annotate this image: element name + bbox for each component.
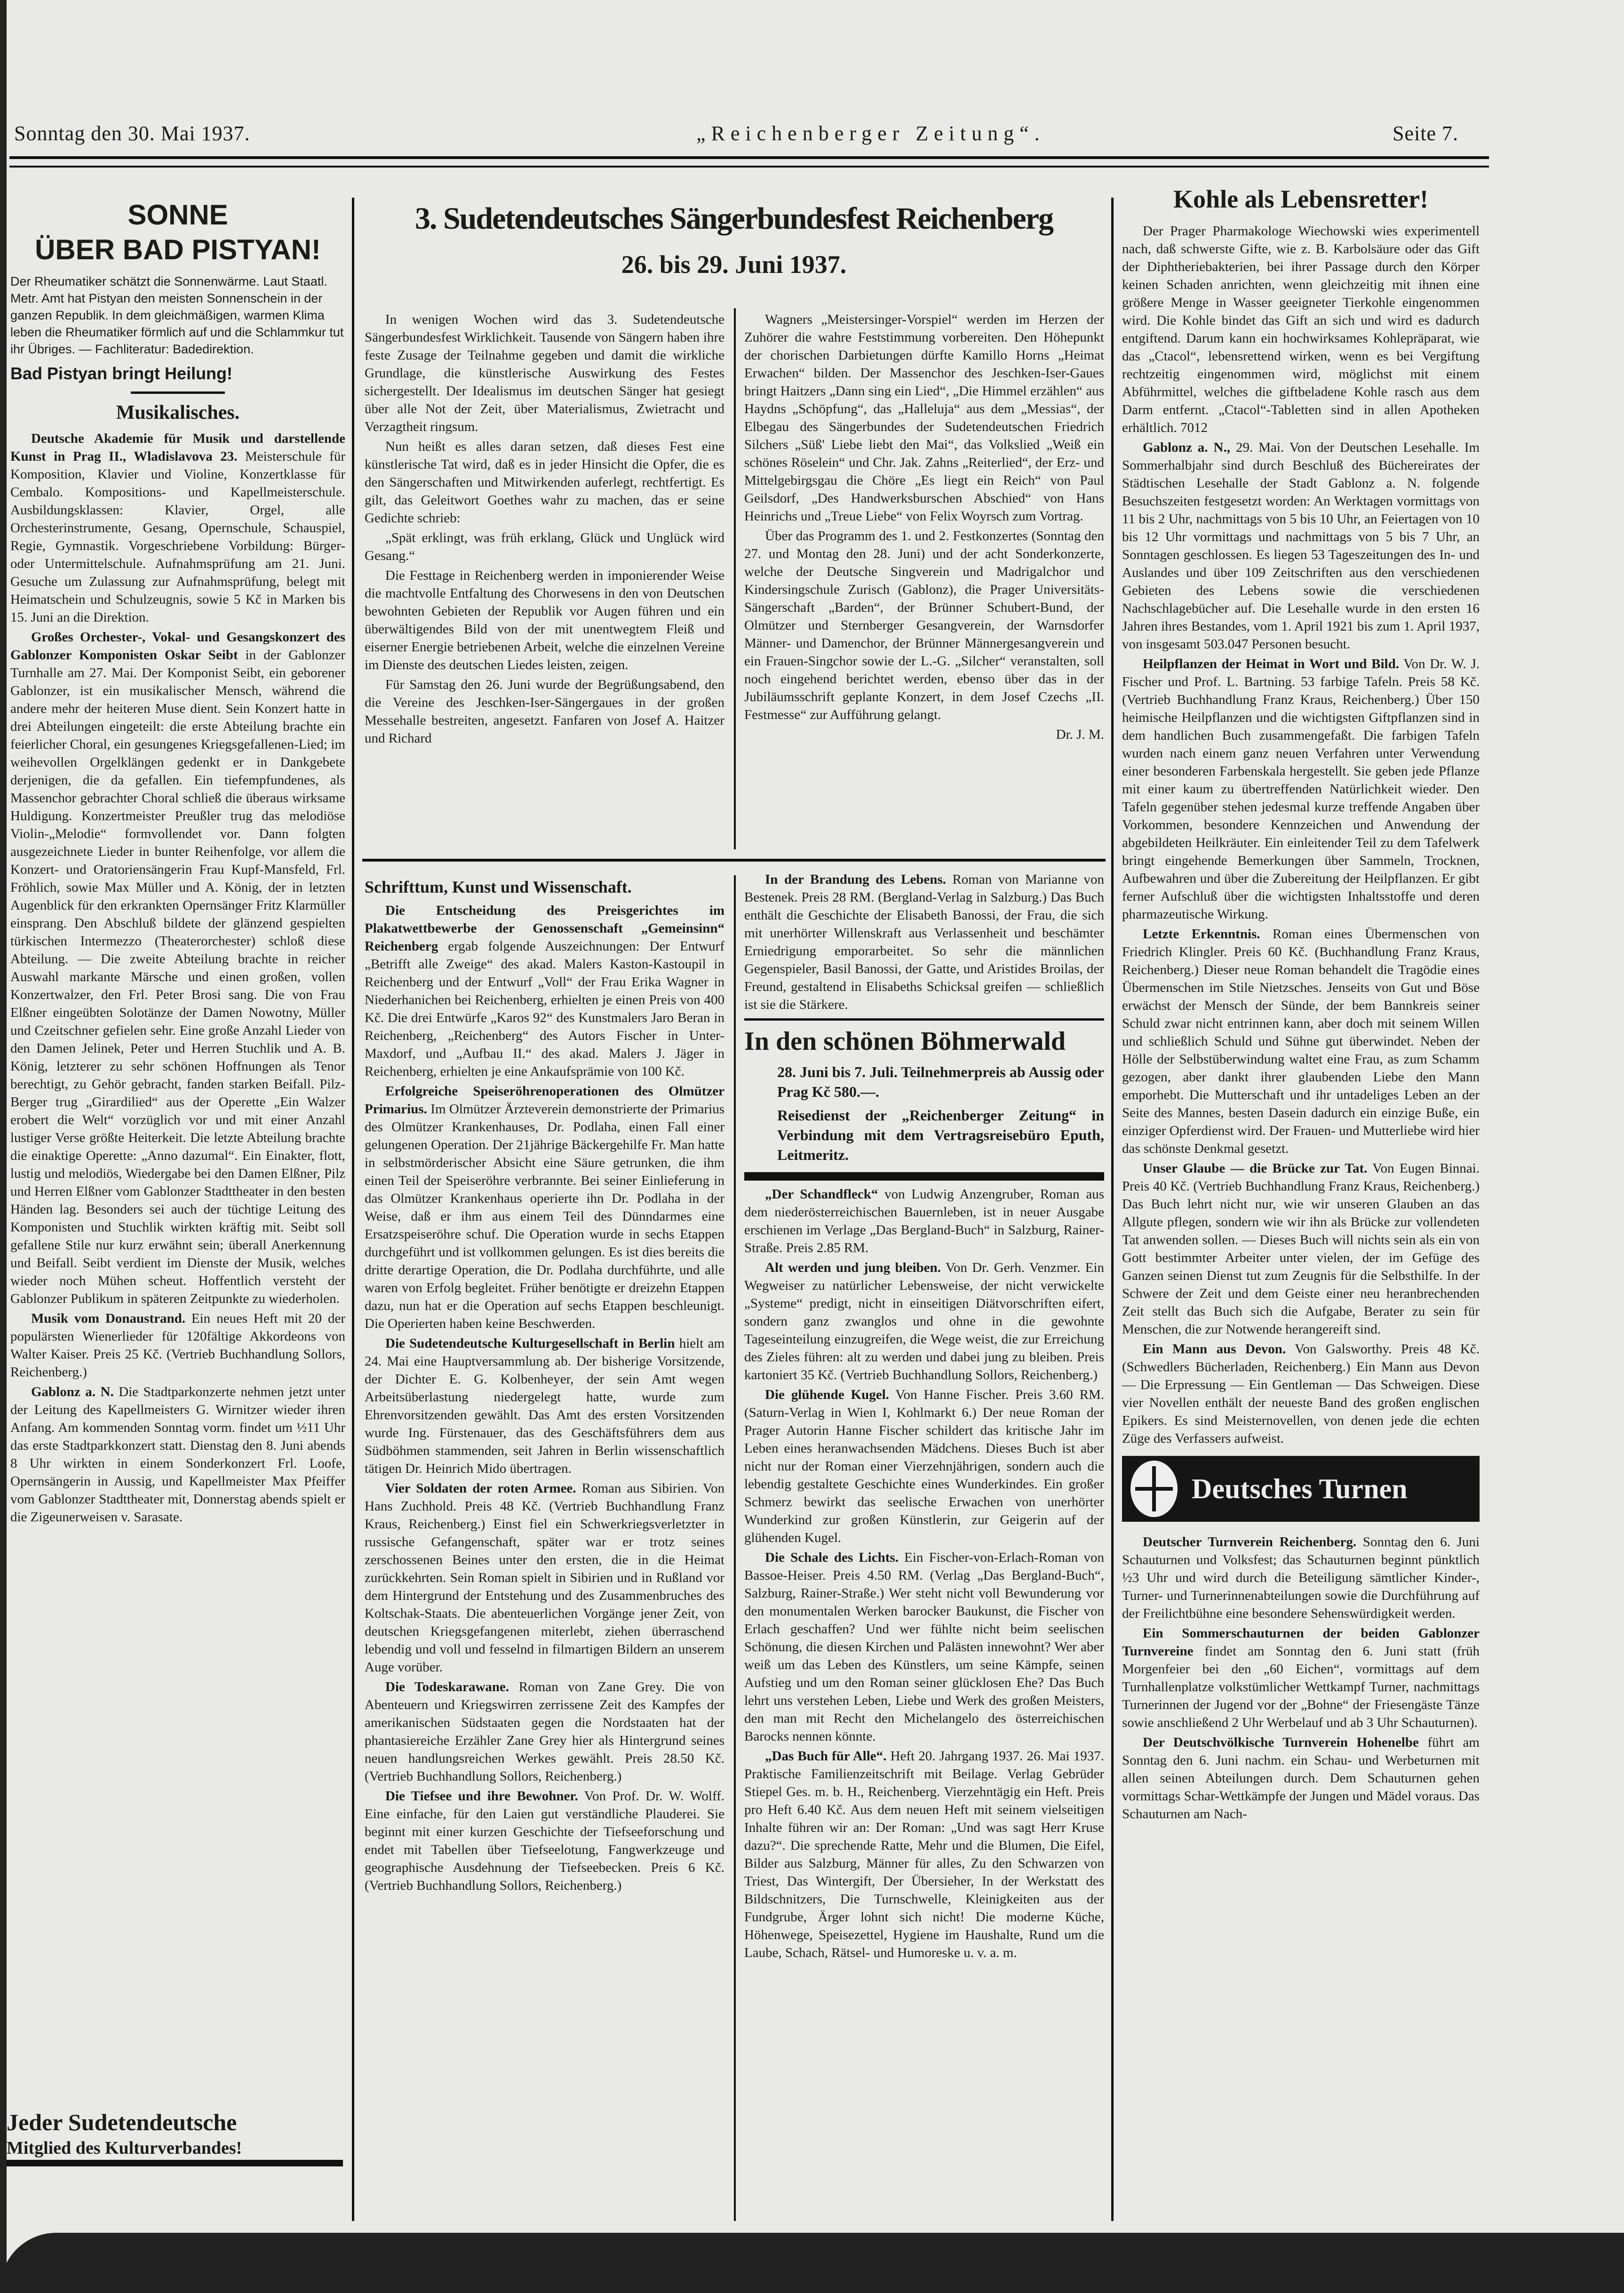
paragraph-lead: Unser Glaube — die Brücke zur Tat. — [1143, 1161, 1368, 1176]
issue-date: Sonntag den 30. Mai 1937. — [14, 122, 250, 145]
paragraph-text: Die Festtage in Reichenberg werden in imponierender Weise die machtvolle Entfaltung des Chorwesens in den von Deutschen bewohnten Gebieten der Republik vor Augen führen und ein überwältigendes Bild von der mit unentwegtem Fleiß und eiserner Energie betriebenen Arbeit, welche die einzelnen Vereine im Dienste des deutschen Liedes leisten, zeigen. — [365, 568, 724, 672]
main-subhead: 26. bis 29. Juni 1937. — [621, 250, 847, 279]
paragraph — [744, 1185, 1104, 1257]
paragraph-text: Roman von Zane Grey. Die von Abenteuern und Kriegswirren zerrissene Zeit des Kampfes der amerikanischen Südstaaten gegen die Nordstaaten hat der phantasiereiche Erzähler Zane Grey hier als Hintergrund seines neuen handlungsreichen Werkes gewählt. Preis 28.50 Kč. (Vertrieb Buchhandlung Sollors, Reichenberg.) — [365, 1679, 724, 1784]
paragraph-text: Über das Programm des 1. und 2. Festkonzertes (Sonntag den 27. und Montag den 28. Juni) und der acht Sonderkonzerte, welche der Deutsche Singverein und Madrigalchor und Kindersingschule Zurisch (Gablonz), die Prager Universitäts-Sängerschaft „Barden“, der Brünner Schubert-Bund, der Olmützer und Sternberger Gesangverein, der Warnsdorfer Männer- und Damenchor, der Brünner Männergesangverein und ein Frauen-Singchor sowie der L.-G. „Silcher“ veranstalten, soll noch eingehend berichtet werden, ebenso über das in der Jubiläumsschrift geplante Konzert, in dem Josef Czechs „II. Festmesse“ zur Aufführung gelangt. — [744, 528, 1104, 722]
paragraph-lead: „Der Schandfleck“ — [765, 1187, 878, 1202]
paragraph — [10, 1383, 345, 1526]
paragraph-text: Heft 20. Jahrgang 1937. 26. Mai 1937. Praktische Familienzeitschrift mit Beilage. Verlag Gebrüder Stiepel Ges. m. b. H., Reichenberg. Vierzehntägig ein Heft. Preis pro Heft 6.40 Kč. Aus dem neuen Heft mit seinem vielseitigen Inhalte führen wir an: Der Roman: „Und was sagt Herr Kruse dazu?“. Die sprechende Ratte, Mehr und die Blumen, Die Eifel, Bilder aus Salzburg, Männer für alles, Zu den Schwarzen von Triest, Das Wintergift, Der Übersieher, In der Werkstatt des Bildschnitzers, Die Turnschwelle, Kleinigkeiten aus der Fundgrube, Ärger lohnt sich nicht! Die moderne Küche, Höhenwege, Speisezettel, Hygiene im Haushalte, Rund um die Laube, Schach, Rätsel- und Humoreske u. v. a. m. — [744, 1749, 1104, 1960]
banner-title: Deutsches Turnen — [1192, 1473, 1408, 1504]
paragraph-text: Dr. J. M. — [1056, 727, 1104, 742]
column-divider — [734, 875, 736, 2221]
column-divider — [352, 198, 354, 2221]
paragraph-lead: Gablonz a. N. — [31, 1384, 114, 1399]
newspaper-title: „Reichenberger Zeitung“. — [696, 122, 1045, 145]
paragraph — [10, 1310, 345, 1381]
scan-border-left — [0, 0, 7, 2293]
paragraph-text: Der Prager Pharmakologe Wiechowski wies experimentell nach, daß schwerste Gifte, wie z. B. Karbolsäure oder das Gift der Diphtheriebakterien, bei ihrer Passage durch den Körper keinen Schaden anrichten, wenn gleichzeitig mit ihnen eine größere Menge in Wasser geeigneter Tierkohle eingenommen wird. Die Kohle bindet das Gift an sich und wird es dadurch entgiftend. Darum kann ein hochwirksames Kohlepräparat, wie das „Ctacol“, lebensrettend wirken, wenn es bei Vergiftung rechtzeitig eingenommen wird, möglichst mit einem Abführmittel, welches die giftbeladene Kohle rasch aus dem Darm entfernt. „Ctacol“-Tabletten sind in allen Apotheken erhältlich. 7012 — [1122, 224, 1480, 435]
paragraph-text: Von Dr. W. J. Fischer und Prof. L. Bartning. 53 farbige Tafeln. Preis 58 Kč. (Vertrieb Buchhandlung Franz Kraus, Reichenberg.) Über 150 heimische Heilpflanzen und die wichtigsten Giftpflanzen sind in dem handlichen Buch zusammengefaßt. Die farbigen Tafeln wurden nach einem ganz neuen Verfahren unter Verwendung einer besonderen Farbenskala hergestellt. Sie geben jede Pflanze mit einer kaum zu übertreffenden Natürlichkeit wieder. Den Tafeln gegenüber stehen jedesmal kurze treffende Angaben über Vorkommen, besondere Kennzeichen und Anwendung der abgebildeten Heilkräuter. Ein einleitender Teil zu dem Tafelwerk bringt eingehende Bemerkungen über Sammeln, Trocknen, Aufbewahren und über die Zubereitung der Heilpflanzen. Er gibt ferner Aufschluß über die wichtigsten Inhaltsstoffe und deren pharmazeutische Wirkung. — [1122, 656, 1480, 922]
paragraph — [365, 311, 724, 436]
paragraph-text: Von Prof. Dr. W. Wolff. Eine einfache, für den Laien gut verständliche Plauderei. Sie beginnt mit einer kurzen Geschichte der Tiefseeforschung und endet mit Tabellen über Tiefseelotung, Fangwerkzeuge und geographische Ausdehnung der Tiefseebecken. Preis 6 Kč. (Vertrieb Buchhandlung Sollors, Reichenberg.) — [365, 1789, 724, 1893]
ad-text: Der Rheumatiker schätzt die Sonnenwärme. Laut Staatl. Metr. Amt hat Pistyan den meisten Sonnenschein in der ganzen Republik. In dem gleichmäßigen, warmen Klima leben die Rheumatiker förmlich auf und die Schlammkur tut ihr Übriges. — Fachliteratur: Badedirektion. — [10, 274, 344, 356]
paragraph-text: Roman eines Übermenschen von Friedrich Klingler. Preis 60 Kč. (Buchhandlung Franz Kraus, Reichenberg.) Dieser neue Roman behandelt die Tragödie eines Übermenschen im Stile Nietzsches. Jenseits von Gut und Böse erwächst der Mensch der Sünde, der bem Bannkreis seiner Schuld zwar nicht entrinnen kann, aber doch mit seinem Willen und schließlich Schuld und Sühne gut überwindet. Neben der Hölle der Selbstüberwindung waltet eine Frau, as zum Schamm gezogen, aber dankt ihrer glaubenden Liebe den Mann emporhebt. Die Mutterschaft und ihr untadeliges Leben an der Seite des Mannes, besten Dasein dadurch ein einzige Buße, ein einziger Opferdienst wird. Der Frauen- und Mutterliebe wird hier das schönste Denkmal gesetzt. — [1122, 927, 1480, 1156]
paragraph-text: Roman aus Sibirien. Von Hans Zuchhold. Preis 48 Kč. (Vertrieb Buchhandlung Franz Kraus, Reichenberg.) Einst fiel ein Schwerkriegsverletzter in russische Gefangenschaft, später war er trotz seines zerschossenen Beines unter den ersten, die in die Heimat zurückkehrten. Sein Roman spielt in Sibirien und in Rußland vor dem Hintergrund der Entstehung und des Zusammenbruches des Koltschak-Staats. Die abenteuerlichen Vorgänge jener Zeit, von deutschen Kriegsgefangenen miterlebt, ziehen überraschend lebendig und voll und fesselnd in filmartigen Bildern an unserem Auge vorüber. — [365, 1481, 724, 1675]
paragraph — [365, 438, 724, 527]
paragraph — [744, 311, 1104, 525]
paragraph-lead: Großes Orchester-, Vokal- und Gesangskonzert des Gablonzer Komponisten Oskar Seibt — [10, 630, 345, 663]
paragraph-lead: Letzte Erkenntnis. — [1143, 927, 1260, 942]
paragraph-text: Von Eugen Binnai. Preis 40 Kč. (Vertrieb Buchhandlung Franz Kraus, Reichenberg.) Das Buch lehrt nicht nur, wie wir unseren Glauben an das Allgute pflegen, sondern wie wir ihn als Brücke zur vollendeten Tat anwenden sollen. — Dieses Buch will nichts sein als ein von Gott bestimmter Arbeiter unter vielen, der im Gefüge des Ganzen seinen Dienst tut zum Zeugnis für die Selbsthilfe. In der Schwere der Zeit und dem Geiste einer neu heranbrechenden Zeit stellt das Buch sich die Aufgabe, Berater zu sein für Menschen, die zur Notwende herangereift sind. — [1122, 1161, 1480, 1337]
header-rule — [9, 156, 1489, 168]
ad-headline: Kohle als Lebensretter! — [1173, 185, 1428, 213]
paragraph — [365, 1678, 724, 1785]
paragraph-text: Die Stadtparkonzerte nehmen jetzt unter der Leitung des Kapellmeisters G. Wirnitzer wieder ihren Anfang. Am kommenden Sonntag vorm. findet um ½11 Uhr das erste Stadtparkkonzert statt. Dienstag den 8. Juni abends 8 Uhr wirkten in einem Sonderkonzert Frl. Loofe, Opernsängerin in Aussig, und Kapellmeister Max Pfeiffer vom Gablonzer Stadttheater mit, Donnerstag abends spielt er die Zigeunerweisen v. Sarasate. — [10, 1384, 345, 1525]
paragraph-lead: „Das Buch für Alle“. — [765, 1749, 887, 1764]
paragraph — [365, 1082, 724, 1333]
banner-line: Jeder Sudetendeutsche — [7, 2109, 237, 2135]
paragraph — [365, 529, 724, 565]
paragraph — [1122, 1340, 1480, 1447]
paragraph-text: In wenigen Wochen wird das 3. Sudetendeutsche Sängerbundesfest Wirklichkeit. Tausende von Sängern haben ihre feste Zusage der Teilnahme gegeben und damit die wirkliche Grundlage, die künstlerische Auswirkung des Festes sichergestellt. Der Idealismus im deutschen Sänger hat gesiegt über alle Not der Zeit, über Materialismus, Zwietracht und Verzagtheit ringsum. — [365, 312, 724, 434]
paragraph — [1122, 439, 1480, 653]
paragraph — [365, 902, 724, 1080]
left-column — [10, 198, 345, 1528]
literature-column-2 — [744, 871, 1104, 1964]
paragraph — [1122, 925, 1480, 1158]
paragraph — [744, 1386, 1104, 1547]
boehmerwald-ad — [744, 1018, 1104, 1181]
paragraph-lead: Deutscher Turnverein Reichenberg. — [1143, 1534, 1357, 1550]
paragraph-lead: Ein Mann aus Devon. — [1143, 1342, 1286, 1357]
section-title: Schrifttum, Kunst und Wissenschaft. — [365, 878, 632, 896]
paragraph-text: Von Dr. Gerh. Venzmer. Ein Wegweiser zu natürlicher Lebensweise, der nicht verwickelte „Systeme“ predigt, nicht in einseitigen Diätvorschriften eifert, sondern ganz zwanglos und ohne in die gewohnte Tageseinteilung einzugreifen, die Wege weist, die zur Erreichung des Zieles führen: alt zu werden und dabei jung zu bleiben. Preis kartoniert 35 Kč. (Vertrieb Buchhandlung Sollors, Reichenberg.) — [744, 1260, 1105, 1382]
article-body — [10, 430, 345, 1526]
turner-cross-icon — [1130, 1461, 1178, 1517]
pistyan-ad — [10, 198, 345, 384]
paragraph — [365, 1787, 724, 1894]
paragraph-lead: Musik vom Donaustrand. — [31, 1311, 185, 1326]
paragraph-text: „Spät erklingt, was früh erklang, Glück und Unglück wird Gesang.“ — [365, 530, 724, 563]
paragraph — [744, 726, 1104, 743]
paragraph — [1122, 1533, 1480, 1622]
paragraph — [10, 430, 345, 626]
column-divider — [734, 308, 736, 849]
paragraph-text: Nun heißt es alles daran setzen, daß dieses Fest eine künstlerische Tat wird, daß es in jeder Hinsicht die Opfer, die es den Sängerschaften und Mitwirkenden auferlegt, rechtfertigt. Es gilt, das Geleitwort Goethes wahr zu machen, das er seine Gedichte schrieb: — [365, 439, 724, 526]
ad-slogan: Bad Pistyan bringt Heilung! — [10, 364, 233, 383]
paragraph-text: Sonntag den 6. Juni Schauturnen und Volksfest; das Schauturnen beginnt pünktlich ½3 Uhr und wird durch die Beteiligung sämtlicher Kinder-, Turner- und Turnerinnenabteilungen sowie die Durchführung auf der Freilichtbühne eine besondere Sehenswürdigkeit werden. — [1122, 1534, 1480, 1621]
paragraph-text: Im Olmützer Ärzteverein demonstrierte der Primarius des Olmützer Krankenhauses, Dr. Podlaha, einen Fall einer gelungenen Operation. Der 21jährige Bäckergehilfe Fr. Man hatte in selbstmörderischer Absicht eine Säure getrunken, die ihm einen Teil der Speiseröhre verbrannte. Bei seiner Einlieferung in das Olmützer Krankenhaus operierte ihn Dr. Podlaha in der Weise, daß er ihm aus einem Teil des Dünndarmes eine Ersatzspeiseröhre schuf. Die Operation wurde in sechs Etappen durchgeführt und ist vollkommen gelungen. Es ist dies bereits die dritte derartige Operation, die Dr. Podlaha durchführte, und alle waren von Erfolg begleitet. Früher benötigte er dreizehn Etappen dazu, nun hat er die Operation auf sechs Etappen beschleunigt. Die Operierten haben keine Beschwerden. — [365, 1102, 724, 1331]
paragraph-text: in der Gablonzer Turnhalle am 27. Mai. Der Komponist Seibt, ein geborener Gablonzer, ist ein musikalischer Mensch, während die andere mehr der heiteren Muse dient. Sein Konzert hatte in drei Abteilungen eingeteilt: die erste Abteilung brachte ein feierlicher Choral, ein gesungenes Kriegsgefallenen-Lied; im weihevollen Orgelklängen gedenkt er in Dankgebete derjenigen, die da gefallen. Ein tiefempfundenes, als Massenchor gebrachter Choral schließ die überaus wirksame Huldigung. Konzertmeister Preußler trug das melodiöse Violin-„Melodie“ formvollendet vor. Dann folgten ausgezeichnete Lieder in bunter Reihenfolge, vor allem die Konzert- und Oratoriensängerin Frau Kupf-Mansfeld, Frl. Fröhlich, sowie Max Müller und A. König, der in letzten Augenblick für den erkrankten Opernsänger Fritz Klarmüller einsprang. Den Abschluß bildete der glänzend gespielten türkischen Intermezzo (Theaterorchester) schloß diese Abteilung. — Die zweite Abteilung brachte in reicher Auswahl markante Märsche und einen großen, vollen Konzertwalzer, den Frl. Peter Brosi sang. Die von Frau Elßner eingeübten Solotänze der Damen Nowotny, Müller und Czeitschner gefielen sehr. Eine große Anzahl Lieder von den Damen Jelinek, Peter und Herren Stuchlik und A. B. König, letzterer zu sehr schönen Hoffnungen als Tenor berechtigt, zu Gehör gebracht, fanden starken Beifall. Pilz-Berger trug „Girardilied“ aus der Operette „Ein Walzer erobert die Welt“ vorzüglich vor und mit einer Anzahl lustiger Verse größte Heiterkeit. Die letzte Abteilung brachte die einaktige Operette: „Anno dazumal“. Ein Einakter, flott, lustig und melodiös, Wiedergabe bei den Damen Elßner, Pilz und Herren Elßner vom Gablonzer Stadttheater in den besten Händen lag. Besonders sei auch der tüchtige Leitung des Komponisten und Stuchlik wirkten kräftig mit. Seibt soll gefallene Stile nur kurz erwähnt sein; überall Anerkennung und Beifall. Seibt verdient im Dienste der Musik, welches wieder noch Mühen scheut. Hoffentlich versteht der Gablonzer Publikum in späteren Zeitpunkte zu wiederholen. — [10, 647, 345, 1306]
main-headline: 3. Sudetendeutsches Sängerbundesfest Reichenberg — [414, 201, 1053, 236]
paragraph-text: Meisterschule für Komposition, Klavier und Violine, Konzertklasse für Cembalo. Kompositions- und Kapellmeisterschule. Ausbildungsklassen: Klavier, Orgel, alle Orchesterinstrumente, Gesang, Opernschule, Schauspiel, Regie, Gymnastik. Vorgeschriebene Vorbildung: Bürger- oder Untermittelschule. Aufnahmsprüfung am 21. Juni. Gesuche um Zulassung zur Aufnahmsprüfung, belegt mit Heimatschein und Schulzeugnis, sowie 5 Kč in Marken bis 15. Juni an die Direktion. — [10, 449, 345, 625]
paragraph-text: Von Hanne Fischer. Preis 3.60 RM. (Saturn-Verlag in Wien I, Kohlmarkt 6.) Der neue Roman der Prager Autorin Hanne Fischer schildert das kritische Jahr im Leben eines heranwachsenden Mädchens. Dieses Buch ist aber nicht nur der Roman einer Vierzehnjährigen, sondern auch die lebendig gestaltete Geschichte eines Wunderkindes. Ein großer Schmerz bewirkt das seelische Erwachen von unerhörter Wunderkind zur großen Künstlerin, zur Geigerin auf der glühenden Kugel. — [744, 1387, 1104, 1545]
paragraph-lead: Die Entscheidung des Preisgerichtes im Plakatwettbewerbe der Genossenschaft „Gemeinsinn“ Reichenberg — [365, 903, 724, 954]
paragraph-text: Ein Fischer-von-Erlach-Roman von Bassoe-Heiser. Preis 4.50 RM. (Verlag „Das Bergland-Buch“, Salzburg, Rainer-Straße.) Wer steht nicht voll Bewunderung vor den monumentalen Werken barocker Baukunst, die Fischer von Erlach geschaffen? Und wer fühlte nicht beim seelischen Schönung, die diesen Kirchen und Palästen innewohnt? Wer aber weiß um das Leben des Künstlers, um seine Kämpfe, seinen Aufstieg und um den Roman seiner glücklosen Ehe? Das Buch lehrt uns verstehen Leben, Liebe und Werk des großen Meisters, den man mit Recht den Michelangelo des österreichischen Barocks nennen könnte. — [744, 1550, 1105, 1744]
paragraph-text: führt am Sonntag den 6. Juni nachm. ein Schau- und Werbeturnen mit allen seinen Abteilungen durch. Dem Schauturnen gehen vormittags Schar-Wettkämpfe der Jungen und Mädel voraus. Das Schauturnen am Nach- — [1122, 1735, 1480, 1822]
paragraph — [744, 1747, 1104, 1962]
paragraph-lead: Heilpflanzen der Heimat in Wort und Bild. — [1143, 656, 1399, 671]
paragraph-text: 29. Mai. Von der Deutschen Lesehalle. Im Sommerhalbjahr sind durch Beschluß des Büchereirates der Städtischen Lesehalle der Stadt Gablonz a. N. folgende Besuchszeiten festgesetzt worden: An Werktagen vormittags von 11 bis 2 Uhr, nachmittags von 5 bis 10 Uhr, an Feiertagen von 10 bis 12 Uhr vormittags und nachmittags von 5 bis 7 Uhr, an Sonntagen geschlossen. Es liegen 53 Tageszeitungen des In- und Auslandes und über 109 Zeitschriften aus den verschiedenen Gebieten des Lebens sowie die verschiedenen Nachschlagebücher auf. Die Lesehalle wurde in den ersten 16 Jahren ihres Bestandes, vom 1. April 1921 bis zum 1. April 1937, von insgesamt 503.047 Personen besucht. — [1122, 440, 1480, 652]
paragraph-lead: Gablonz a. N., — [1143, 440, 1230, 455]
ad-line: Reisedienst der „Reichenberger Zeitung“ in Verbindung mit dem Vertragsreisebüro Eputh, Leitmeritz. — [777, 1107, 1104, 1163]
paragraph-text: Für Samstag den 26. Juni wurde der Begrüßungsabend, den die Vereine des Jeschken-Iser-Sängergaues in der großen Messehalle bestreiten, angesetzt. Fanfaren von Josef A. Haitzer und Richard — [365, 677, 724, 746]
column-divider — [1111, 198, 1114, 2221]
paragraph-lead: Die Todeskarawane. — [385, 1679, 509, 1694]
main-article-col1 — [365, 311, 724, 749]
paragraph-lead: Vier Soldaten der roten Armee. — [385, 1481, 576, 1496]
paragraph — [744, 527, 1104, 724]
divider — [131, 391, 225, 394]
right-column — [1122, 184, 1480, 1825]
paragraph — [365, 567, 724, 674]
paragraph — [744, 871, 1104, 1014]
paragraph-text: Wagners „Meistersinger-Vorspiel“ werden im Herzen der Zuhörer die wahre Feststimmung vorbereiten. Den Höhepunkt der chorischen Darbietungen dürfte Kamillo Horns „Heimat Erwachen“ bilden. Der Massenchor des Jeschken-Iser-Gaues bringt Haitzers „Dann sing ein Lied“, „Die Himmel erzählen“ aus Haydns „Schöpfung“, das „Halleluja“ aus dem „Messias“, der Elbegau des Sängerbundes der Sudetendeutschen Friedrich Silchers „Süß' Liebe liebt den Mai“, das Volkslied „Weiß ein schönes Röselein“ und Chr. Jak. Zahns „Reiterlied“, der Erz- und Mittelgebirgsgau die Chöre „Es liegt ein Reich“ von Paul Geilsdorf, „Des Handwerksburschen Abschied“ von Hans Heinrichs und „Treue Liebe“ von Felix Woyrsch zum Vortrag. — [744, 312, 1104, 524]
paragraph — [744, 1549, 1104, 1745]
paragraph — [1122, 1734, 1480, 1823]
scan-border-bottom — [0, 2233, 1624, 2293]
paragraph-lead: Alt werden und jung bleiben. — [765, 1260, 941, 1275]
paragraph — [744, 1259, 1104, 1384]
kulturverband-banner — [7, 2108, 343, 2166]
paragraph-lead: Der Deutschvölkische Turnverein Hohenelbe — [1143, 1735, 1419, 1750]
paragraph-text: von Ludwig Anzengruber, Roman aus dem niederösterreichischen Bauernleben, ist in neuer Ausgabe erschienen im Verlage „Das Bergland-Buch“ in Salzburg, Rainer-Straße. Preis 2.85 RM. — [744, 1187, 1104, 1255]
paragraph — [365, 1479, 724, 1676]
paragraph — [1122, 1159, 1480, 1338]
paragraph — [1122, 1624, 1480, 1732]
article-body — [744, 871, 1104, 1014]
section-title: Musikalisches. — [116, 402, 240, 423]
paragraph-lead: In der Brandung des Lebens. — [765, 872, 946, 887]
paragraph-lead: Erfolgreiche Speiseröhrenoperationen des Olmützer Primarius. — [365, 1084, 724, 1117]
article-body — [365, 902, 724, 1894]
paragraph-text: findet am Sonntag den 6. Juni statt (früh Morgenfeier bei den „60 Eichen“, vormittags auf dem Turnhallenplatze volkstümlicher Wettkampf Turner, nachmittags Turnerinnen der Jugend vor der „Bohne“ der Friesengäste Tänze sowie anschließend 2 Uhr Werbelauf und ab 3 Uhr Schauturnen). — [1122, 1644, 1480, 1730]
banner-line: Mitglied des Kulturverbandes! — [7, 2136, 343, 2166]
paragraph-lead: Ein Sommerschauturnen der beiden Gablonzer Turnvereine — [1122, 1626, 1480, 1659]
ad-heading: SONNE — [127, 199, 228, 231]
article-body — [1122, 222, 1480, 1447]
article-body — [744, 1185, 1104, 1962]
page-number: Seite 7. — [1393, 122, 1458, 145]
paragraph — [1122, 222, 1480, 437]
paragraph-lead: Die Sudetendeutsche Kulturgesellschaft in Berlin — [385, 1336, 675, 1351]
main-article-col2 — [744, 311, 1104, 745]
paragraph — [10, 628, 345, 1308]
paragraph — [365, 676, 724, 747]
paragraph-text: ergab folgende Auszeichnungen: Der Entwurf „Betrifft alle Zweige“ des akad. Malers Kaston-Kastoupil in Reichenberg und der Entwurf „Voll“ der Frau Erika Wagner in Niederhanichen bei Reichenberg, erhielten je einen Preis von 400 Kč. Die drei Entwürfe „Karos 92“ des Kunstmalers Jaro Beran in Reichenberg, „Reichenberg“ des Autors Fischer in Unter-Maxdorf, und „Aufbau II.“ des akad. Malers J. Jäger in Reichenberg, erhielten je eine Ankaufsprämie von 100 Kč. — [365, 939, 724, 1079]
paragraph-lead: Die glühende Kugel. — [765, 1387, 889, 1402]
literature-column — [365, 871, 724, 1896]
turnen-banner — [1122, 1456, 1480, 1522]
article-body — [1122, 1533, 1480, 1823]
ad-line: 28. Juni bis 7. Juli. Teilnehmerpreis ab Aussig oder Prag Kč 580.—. — [777, 1063, 1104, 1100]
paragraph — [1122, 655, 1480, 923]
paragraph-text: Roman von Marianne von Bestenek. Preis 28 RM. (Bergland-Verlag in Salzburg.) Das Buch enthält die Geschichte der Elisabeth Banossi, der Frau, die sich mit unerhörter Willenskraft aus Verlassenheit und beschämter Erniedrigung emporarbeitet. So sehr die männlichen Gegenspieler, Basil Banossi, der Gatte, und Aristides Broilas, der Freund, gestaltend in Elisabeths Schicksal greifen — schließlich ist sie die Stärkere. — [744, 872, 1105, 1012]
paragraph-lead: Die Tiefsee und ihre Bewohner. — [385, 1789, 578, 1804]
paragraph-text: Ein neues Heft mit 20 der populärsten Wienerlieder für 120fältige Akkordeons von Walter Kaiser. Preis 25 Kč. (Vertrieb Buchhandlung Sollors, Reichenberg.) — [10, 1311, 345, 1380]
paragraph-lead: Deutsche Akademie für Musik und darstellende Kunst in Prag II., Wladislavova 23. — [10, 431, 345, 464]
paragraph-lead: Die Schale des Lichts. — [765, 1550, 899, 1565]
ad-heading: ÜBER BAD PISTYAN! — [35, 234, 321, 265]
section-divider — [362, 859, 1106, 862]
main-article-header — [362, 198, 1106, 280]
paragraph-text: hielt am 24. Mai eine Hauptversammlung ab. Der bisherige Vorsitzende, der Dichter E. G. Kolbenheyer, der sein Amt wegen Arbeitsüberlastung niedergelegt hatte, wurde zum Ehrenvorsitzenden gewählt. Das Amt des ersten Vorsitzenden wurde Ing. Fürstenauer, das des Geschäftsführers dem aus Südböhmen stammenden, seit Jahren in Berlin wissenschaftlich tätigen Dr. Heinrich Mido übertragen. — [365, 1336, 724, 1476]
ad-headline: In den schönen Böhmerwald — [744, 1027, 1066, 1056]
paragraph — [365, 1334, 724, 1478]
paragraph-text: Von Galsworthy. Preis 48 Kč. (Schwedlers Bücherladen, Reichenberg.) Ein Mann aus Devon — Die Erpressung — Ein Gentleman — Das Schweigen. Diese vier Novellen enthält der neueste Band des großen englischen Epikers. Es sind Meisternovellen, von denen jede die echten Züge des Verfassers aufweist. — [1122, 1342, 1480, 1446]
